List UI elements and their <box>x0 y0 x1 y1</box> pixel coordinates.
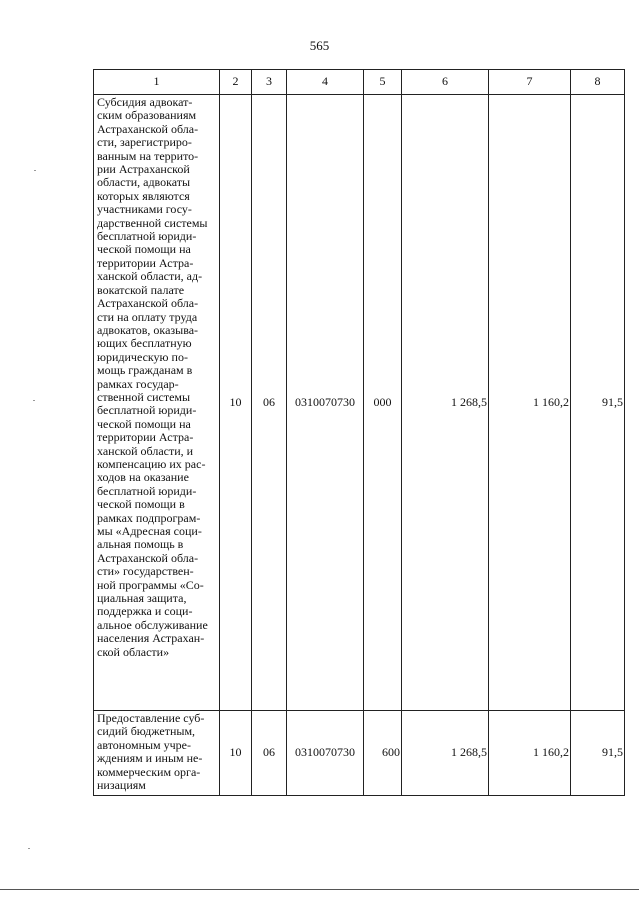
executed-amount: 1 160,2 <box>489 95 571 711</box>
planned-amount: 1 268,5 <box>402 95 489 711</box>
row-description: Предоставление суб- сидий бюджетным, автономным учре- ждениям и иным не- коммерческим орга- низациям <box>94 711 220 796</box>
header-cell-7: 7 <box>489 70 571 95</box>
expense-type-code: 600 <box>364 711 402 796</box>
section-code: 10 <box>220 711 252 796</box>
scan-edge-line <box>0 889 639 890</box>
header-cell-1: 1 <box>94 70 220 95</box>
budget-table <box>93 69 625 796</box>
target-article-code: 0310070730 <box>287 95 364 711</box>
scan-speck <box>34 170 36 171</box>
table-row <box>94 95 625 711</box>
execution-percent: 91,5 <box>571 711 625 796</box>
section-code: 10 <box>220 95 252 711</box>
header-cell-2: 2 <box>220 70 252 95</box>
header-cell-3: 3 <box>252 70 287 95</box>
target-article-code: 0310070730 <box>287 711 364 796</box>
expense-type-code: 000 <box>364 95 402 711</box>
subsection-code: 06 <box>252 711 287 796</box>
planned-amount: 1 268,5 <box>402 711 489 796</box>
scan-speck <box>33 400 35 401</box>
execution-percent: 91,5 <box>571 95 625 711</box>
header-cell-4: 4 <box>287 70 364 95</box>
scan-speck <box>28 848 30 849</box>
header-cell-8: 8 <box>571 70 625 95</box>
table-header <box>94 70 625 95</box>
executed-amount: 1 160,2 <box>489 711 571 796</box>
subsection-code: 06 <box>252 95 287 711</box>
header-cell-5: 5 <box>364 70 402 95</box>
table-row <box>94 711 625 796</box>
row-description: Субсидия адвокат- ским образованиям Астраханской обла- сти, зарегистриро- ванным на террито- рии Астраханской области, адвокаты которых являются участниками госу- дарственной системы бесплатной юриди- ческой помощи на территории Астра- ханской области, ад- вокатской палате Астраханской обла- сти на оплату труда адвокатов, оказыва- ющих бесплатную юридическую по- мощь гражданам в рамках государ- ственной системы бесплатной юриди- ческой помощи на территории Астра- ханской области, и компенсацию их рас- ходов на оказание бесплатной юриди- ческой помощи в рамках подпрограм- мы «Адресная соци- альная помощь в Астраханской обла- сти» государствен- ной программы «Со- циальная защита, поддержка и соци- альное обслуживание населения Астрахан- ской области» <box>94 95 220 711</box>
header-cell-6: 6 <box>402 70 489 95</box>
page-number: 565 <box>309 38 330 53</box>
